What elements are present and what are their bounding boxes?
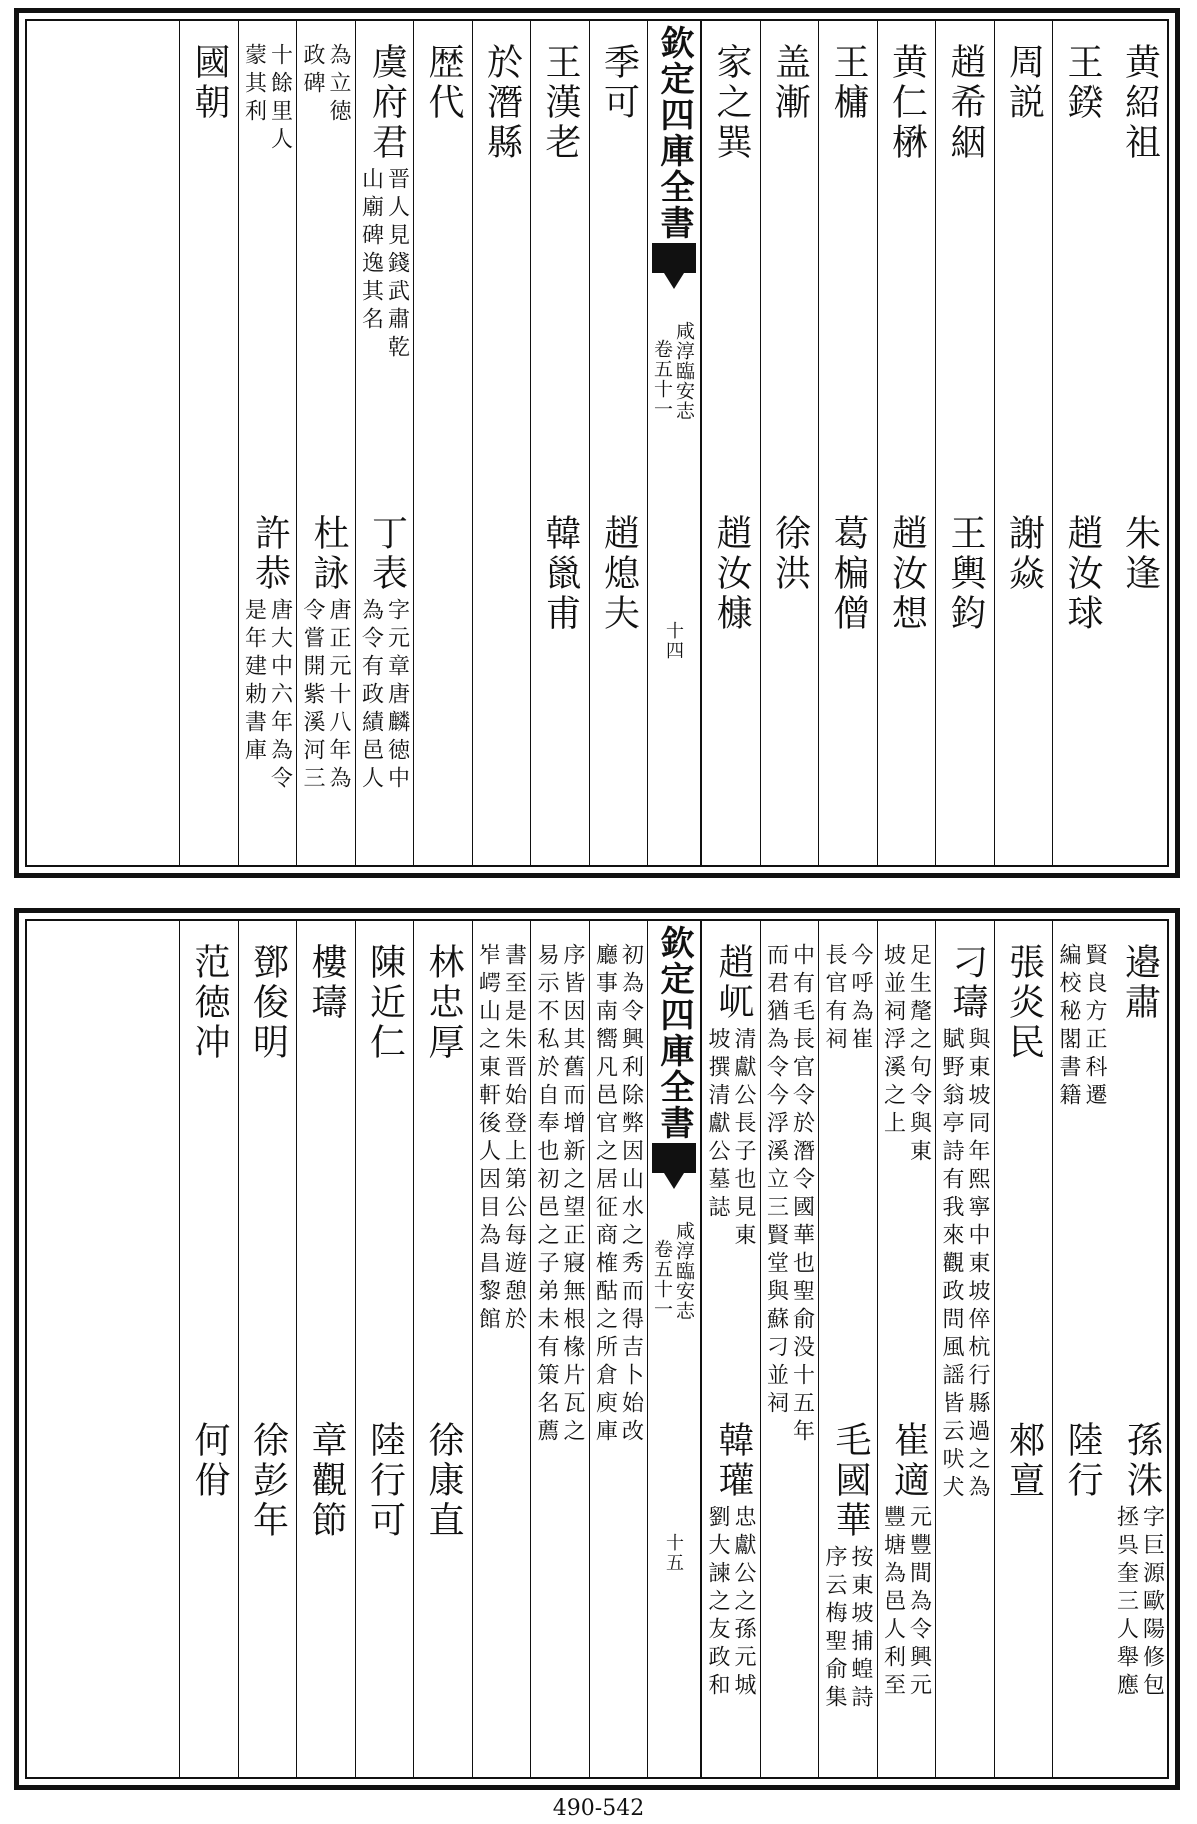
page-footer-number: 490-542 <box>552 1796 645 1821</box>
entry-note: 是年建勅書庫 <box>241 598 267 766</box>
entry-name: 孫洙 <box>1121 1421 1163 1501</box>
entry-note: 序皆因其舊而增新之望正寢無根椽片瓦之 <box>560 943 585 1447</box>
volume-number: 卷五十一 <box>651 339 673 419</box>
entry-name: 虞府君 <box>366 43 408 163</box>
entry-name: 國朝 <box>189 43 230 123</box>
entry-note: 劉大諫之友政和 <box>705 1505 730 1701</box>
entry-note: 編校秘閣書籍 <box>1056 943 1081 1111</box>
right-cols-5 <box>818 921 877 1777</box>
entry-note: 為立徳 <box>326 43 351 127</box>
left-cols-0 <box>589 21 648 865</box>
entry-note: 今呼為崔 <box>848 943 873 1055</box>
left-cols-7 <box>179 921 238 1777</box>
entry-note: 為令有政績邑人 <box>358 598 384 794</box>
entry-name: 樓璹 <box>306 943 347 1023</box>
left-cols-4 <box>355 921 414 1777</box>
entry-name: 朱逢 <box>1119 514 1161 594</box>
entry-note: 賦野翁亭詩有我來觀政問風謡皆云吠犬 <box>939 1027 964 1503</box>
entry-note: 豐塘為邑人利至 <box>880 1505 906 1701</box>
entry-note: 字元章唐麟徳中 <box>384 598 410 794</box>
entry-name: 家之巽 <box>711 43 752 163</box>
entry-name: 杜詠 <box>308 514 349 594</box>
top-page-frame <box>25 19 1169 867</box>
entry-name: 於潛縣 <box>481 43 523 163</box>
entry-name: 張炎民 <box>1003 943 1045 1063</box>
entry-name: 謝焱 <box>1003 514 1045 594</box>
entry-note: 忠獻公之孫元城 <box>731 1505 756 1701</box>
entry-name: 葛楄僧 <box>828 514 869 634</box>
entry-name: 趙希絪 <box>945 43 986 163</box>
entry-name: 黄紹祖 <box>1119 43 1161 163</box>
entry-note: 唐大中六年為令 <box>267 598 293 794</box>
left-cols-4 <box>355 21 414 865</box>
left-cols-6 <box>238 921 297 1777</box>
entry-name: 崔適 <box>888 1421 930 1501</box>
entry-note: 賢良方正科遷 <box>1082 943 1107 1111</box>
entry-name: 郲亶 <box>1003 1421 1045 1501</box>
left-cols-1 <box>530 921 589 1777</box>
left-cols-0 <box>589 921 648 1777</box>
entry-name: 王鍨 <box>1062 43 1103 123</box>
entry-name: 徐康直 <box>423 1421 464 1541</box>
book-title: 欽定四庫全書 <box>654 925 694 1141</box>
entry-name: 陳近仁 <box>364 943 406 1063</box>
left-cols-5 <box>296 21 355 865</box>
entry-note: 令嘗開紫溪河三 <box>300 598 325 794</box>
entry-name: 韓巤甫 <box>540 514 581 634</box>
bottom-page <box>14 908 1180 1790</box>
right-cols-7 <box>701 21 760 865</box>
right-cols-3 <box>935 921 994 1777</box>
book-title: 欽定四庫全書 <box>654 25 694 241</box>
entry-name: 邉肅 <box>1119 943 1161 1023</box>
entry-name: 趙屼 <box>713 943 754 1023</box>
entry-name: 王輿鈞 <box>945 514 986 634</box>
entry-name: 丁表 <box>366 514 408 594</box>
entry-name: 歴代 <box>423 43 464 123</box>
entry-name: 趙汝想 <box>886 514 928 634</box>
entry-name: 王槦 <box>828 43 869 123</box>
page-number: 十五 <box>663 1533 684 1573</box>
entry-note: 長官有祠 <box>822 943 847 1055</box>
entry-name: 林忠厚 <box>423 943 464 1063</box>
entry-name: 盖漸 <box>769 43 811 123</box>
entry-name: 周説 <box>1003 43 1045 123</box>
volume-number: 卷五十一 <box>651 1239 673 1319</box>
entry-note: 坡撰清獻公墓誌 <box>705 1027 730 1223</box>
entry-note: 字巨源歐陽修包 <box>1139 1505 1165 1701</box>
entry-note: 序云梅聖俞集 <box>822 1545 847 1713</box>
entry-name: 范徳冲 <box>189 943 230 1063</box>
fish-tail-mark <box>652 1143 696 1173</box>
entry-name: 黄仁楙 <box>886 43 928 163</box>
entry-note: 晋人見錢武肅乾 <box>384 167 410 363</box>
top-page <box>14 8 1180 878</box>
entry-name: 許恭 <box>249 514 291 594</box>
entry-name: 陸行可 <box>364 1421 406 1541</box>
right-cols-6 <box>760 21 819 865</box>
right-cols-2 <box>994 921 1053 1777</box>
bottom-page-center-column <box>647 921 701 1777</box>
page-number: 十四 <box>663 621 684 661</box>
right-cols-4 <box>877 21 936 865</box>
right-cols-1 <box>1052 921 1111 1777</box>
entry-note: 書至是朱晋始登上第公每遊憩於 <box>501 943 527 1335</box>
entry-note: 坡並祠浮溪之上 <box>880 943 906 1139</box>
entry-note: 易示不私於自奉也初邑之子弟未有策名薦 <box>534 943 559 1447</box>
right-cols-0 <box>1111 921 1170 1777</box>
right-cols-2 <box>994 21 1053 865</box>
entry-note: 蒙其利 <box>241 43 267 127</box>
entry-note: 而君猶為令今浮溪立三賢堂與蘇刁並祠 <box>763 943 789 1419</box>
entry-note: 岝崿山之東軒後人因目為昌黎館 <box>475 943 501 1335</box>
left-cols-5 <box>296 921 355 1777</box>
entry-name: 徐彭年 <box>247 1421 289 1541</box>
left-cols-6 <box>238 21 297 865</box>
entry-name: 韓瓘 <box>713 1421 754 1501</box>
entry-note: 廳事南嚮凡邑官之居征商榷酤之所倉庾庫 <box>592 943 618 1447</box>
entry-note: 十餘里人 <box>267 43 293 155</box>
left-cols-7 <box>179 21 238 865</box>
book-name: 咸淳臨安志 <box>673 1221 695 1321</box>
right-cols-5 <box>818 21 877 865</box>
entry-name: 趙汝球 <box>1062 514 1103 634</box>
entry-name: 趙汝槺 <box>711 514 752 634</box>
right-cols-3 <box>935 21 994 865</box>
entry-name: 季可 <box>598 43 640 123</box>
left-cols-3 <box>413 21 472 865</box>
right-cols-7 <box>701 921 760 1777</box>
fish-tail-mark <box>652 243 696 273</box>
right-cols-4 <box>877 921 936 1777</box>
book-name: 咸淳臨安志 <box>673 321 695 421</box>
left-cols-3 <box>413 921 472 1777</box>
entry-note: 中有毛長官令於潛令國華也聖俞没十五年 <box>789 943 815 1447</box>
entry-name: 何佾 <box>189 1421 230 1501</box>
entry-name: 毛國華 <box>830 1421 871 1541</box>
entry-name: 王漢老 <box>540 43 581 163</box>
entry-name: 趙熄夫 <box>598 514 640 634</box>
entry-note: 唐正元十八年為 <box>326 598 351 794</box>
entry-note: 按東坡捕蝗詩 <box>848 1545 873 1713</box>
right-cols-0 <box>1111 21 1170 865</box>
entry-note: 與東坡同年熙寧中東坡倅杭行縣過之為 <box>965 1027 990 1503</box>
entry-note: 山廟碑逸其名 <box>358 167 384 335</box>
entry-name: 刁璹 <box>947 943 988 1023</box>
entry-name: 鄧俊明 <box>247 943 289 1063</box>
bottom-page-frame <box>25 919 1169 1779</box>
right-cols-1 <box>1052 21 1111 865</box>
left-cols-2 <box>472 921 531 1777</box>
right-cols-6 <box>760 921 819 1777</box>
entry-note: 元豐間為令興元 <box>906 1505 932 1701</box>
entry-note: 政碑 <box>300 43 325 99</box>
entry-note: 拯呉奎三人舉應 <box>1113 1505 1139 1701</box>
entry-note: 清獻公長子也見東 <box>731 1027 756 1251</box>
top-page-center-column <box>647 21 701 865</box>
entry-note: 足生氂之句令與東 <box>906 943 932 1167</box>
left-cols-1 <box>530 21 589 865</box>
left-cols-2 <box>472 21 531 865</box>
entry-name: 陸行 <box>1062 1421 1103 1501</box>
entry-note: 初為令興利除弊因山水之秀而得吉卜始改 <box>618 943 644 1447</box>
entry-name: 章觀節 <box>306 1421 347 1541</box>
entry-name: 徐洪 <box>769 514 811 594</box>
